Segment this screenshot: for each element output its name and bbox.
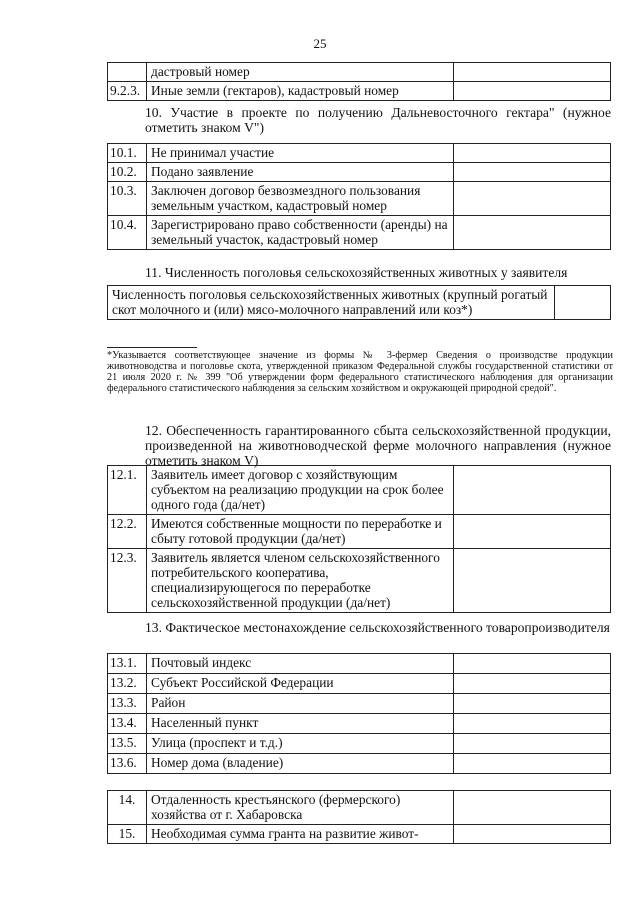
row-number: 13.1. xyxy=(108,654,147,674)
table-row xyxy=(108,466,611,515)
table-row xyxy=(108,791,611,825)
row-number: 13.3. xyxy=(108,694,147,714)
row-label: Почтовый индекс xyxy=(147,654,454,674)
table-section-12 xyxy=(107,465,611,613)
row-number: 10.4. xyxy=(108,216,147,250)
answer-cell[interactable] xyxy=(454,163,611,182)
row-number: 13.6. xyxy=(108,754,147,774)
row-number xyxy=(108,63,147,82)
row-label: Зарегистрировано право собственности (аренды) на земельный участок, кадастровый номер xyxy=(147,216,454,250)
row-label: Улица (проспект и т.д.) xyxy=(147,734,454,754)
table-row xyxy=(108,674,611,694)
table-row xyxy=(108,734,611,754)
answer-cell[interactable] xyxy=(454,515,611,549)
table-row xyxy=(108,63,611,82)
footnote-separator xyxy=(107,347,197,348)
row-label: Субъект Российской Федерации xyxy=(147,674,454,694)
row-label: дастровый номер xyxy=(147,63,454,82)
answer-cell[interactable] xyxy=(454,674,611,694)
table-row xyxy=(108,714,611,734)
table-row xyxy=(108,82,611,101)
page-number: 25 xyxy=(313,36,327,51)
table-row xyxy=(108,286,611,320)
table-row xyxy=(108,163,611,182)
row-number: 10.1. xyxy=(108,144,147,163)
section-11-heading: 11. Численность поголовья сельскохозяйственных животных у заявителя xyxy=(145,265,568,280)
section-12-heading: 12. Обеспеченность гарантированного сбыта сельскохозяйственной продукции, произведенной на животноводческой ферме молочного направления (нужное отметить знаком V) xyxy=(145,423,611,468)
table-section-10 xyxy=(107,143,611,250)
row-number: 10.2. xyxy=(108,163,147,182)
row-number: 15. xyxy=(108,825,147,844)
table-section-11 xyxy=(107,285,611,320)
answer-cell[interactable] xyxy=(454,714,611,734)
row-label: Не принимал участие xyxy=(147,144,454,163)
table-row xyxy=(108,144,611,163)
answer-cell[interactable] xyxy=(454,791,611,825)
row-number: 12.2. xyxy=(108,515,147,549)
row-label: Населенный пункт xyxy=(147,714,454,734)
row-number: 10.3. xyxy=(108,182,147,216)
row-label: Отдаленность крестьянского (фермерского) хозяйства от г. Хабаровска xyxy=(147,791,454,825)
row-label: Иные земли (гектаров), кадастровый номер xyxy=(147,82,454,101)
answer-cell[interactable] xyxy=(454,654,611,674)
row-label: Район xyxy=(147,694,454,714)
row-label: Заключен договор безвозмездного пользования земельным участком, кадастровый номер xyxy=(147,182,454,216)
section-13-heading: 13. Фактическое местонахождение сельскохозяйственного товаропроизводителя xyxy=(145,620,610,635)
row-label: Подано заявление xyxy=(147,163,454,182)
table-row xyxy=(108,515,611,549)
table-row xyxy=(108,754,611,774)
answer-cell[interactable] xyxy=(454,549,611,613)
answer-cell[interactable] xyxy=(454,144,611,163)
table-row xyxy=(108,216,611,250)
row-number: 13.5. xyxy=(108,734,147,754)
row-number: 13.2. xyxy=(108,674,147,694)
table-section-9 xyxy=(107,62,611,101)
answer-cell[interactable] xyxy=(454,694,611,714)
answer-cell[interactable] xyxy=(454,182,611,216)
table-row xyxy=(108,654,611,674)
row-number: 12.3. xyxy=(108,549,147,613)
answer-cell[interactable] xyxy=(454,63,611,82)
table-row xyxy=(108,549,611,613)
table-row xyxy=(108,182,611,216)
row-label: Численность поголовья сельскохозяйственных животных (крупный рогатый скот молочного и (или) мясо-молочного направлений или коз*) xyxy=(108,286,555,320)
table-section-14 xyxy=(107,790,611,844)
answer-cell[interactable] xyxy=(555,286,611,320)
row-number: 9.2.3. xyxy=(108,82,147,101)
row-number: 13.4. xyxy=(108,714,147,734)
row-number: 14. xyxy=(108,791,147,825)
row-number: 12.1. xyxy=(108,466,147,515)
answer-cell[interactable] xyxy=(454,754,611,774)
row-label: Заявитель имеет договор с хозяйствующим субъектом на реализацию продукции на срок более одного года (да/нет) xyxy=(147,466,454,515)
row-label: Имеются собственные мощности по переработке и сбыту готовой продукции (да/нет) xyxy=(147,515,454,549)
table-section-13 xyxy=(107,653,611,774)
answer-cell[interactable] xyxy=(454,82,611,101)
footnote: *Указывается соответствующее значение из формы № 3-фермер Сведения о производстве продукции животноводства и поголовье скота, утвержденной приказом Федеральной службы государственной статистики от 21 июля 2020 г. № 399 "Об утверждении форм федерального статистического наблюдения для организации федерального статистического наблюдения за сельским хозяйством и окружающей природной средой". xyxy=(107,350,613,394)
row-label: Номер дома (владение) xyxy=(147,754,454,774)
table-row xyxy=(108,694,611,714)
row-label: Необходимая сумма гранта на развитие живот- xyxy=(147,825,454,844)
answer-cell[interactable] xyxy=(454,216,611,250)
row-label: Заявитель является членом сельскохозяйственного потребительского кооператива, специализирующегося по переработке сельскохозяйственной продукции (да/нет) xyxy=(147,549,454,613)
section-10-heading: 10. Участие в проекте по получению Дальневосточного гектара" (нужное отметить знаком V") xyxy=(145,105,611,135)
answer-cell[interactable] xyxy=(454,466,611,515)
answer-cell[interactable] xyxy=(454,825,611,844)
answer-cell[interactable] xyxy=(454,734,611,754)
table-row xyxy=(108,825,611,844)
